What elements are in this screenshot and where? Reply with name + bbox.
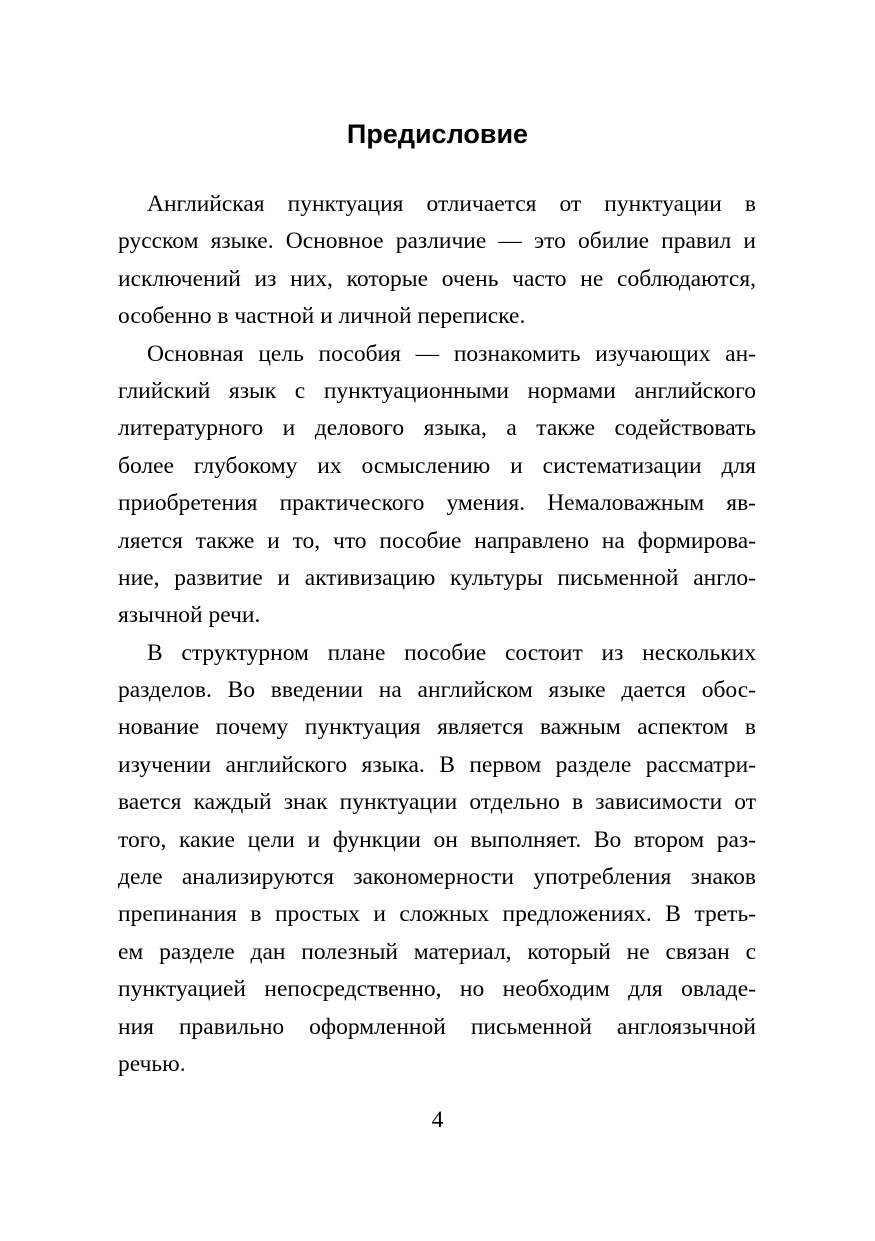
text-line: ния правильно оформленной письменной англоязычной — [118, 1013, 756, 1040]
paragraph-2 — [118, 336, 756, 635]
paragraph-1 — [118, 186, 756, 336]
text-line: того, какие цели и функции он выполняет. Во втором раз- — [118, 826, 756, 853]
text-line: более глубокому их осмыслению и систематизации для — [118, 452, 756, 479]
text-line: русском языке. Основное различие — это обилие правил и — [118, 228, 756, 255]
text-line: особенно в частной и личной переписке. — [118, 303, 526, 330]
text-line: деле анализируются закономерности употребления знаков — [118, 864, 756, 891]
body-text — [118, 186, 756, 1083]
paragraph-3 — [118, 635, 756, 1084]
text-line: ляется также и то, что пособие направлено на формирова- — [118, 527, 756, 554]
text-line: препинания в простых и сложных предложениях. В треть- — [118, 901, 756, 928]
text-line: Английская пунктуация отличается от пунктуации в — [147, 191, 756, 217]
text-line: речью. — [118, 1050, 186, 1077]
text-line: литературного и делового языка, а также содействовать — [118, 415, 756, 442]
text-line: изучении английского языка. В первом разделе рассматри- — [118, 751, 756, 778]
text-line: ем разделе дан полезный материал, который не связан с — [118, 938, 756, 965]
text-line: приобретения практического умения. Немаловажным яв- — [118, 490, 756, 517]
text-line: Основная цель пособия — познакомить изучающих ан- — [147, 340, 756, 367]
text-line: разделов. Во введении на английском языке дается обос- — [118, 677, 756, 704]
page-title: Предисловие — [346, 119, 529, 149]
text-line: В структурном плане пособие состоит из нескольких — [147, 639, 756, 666]
text-line: вается каждый знак пунктуации отдельно в зависимости от — [118, 789, 756, 816]
text-line: глийский язык с пунктуационными нормами английского — [118, 377, 756, 404]
text-line: ние, развитие и активизацию культуры письменной англо- — [118, 564, 756, 591]
text-line: нование почему пунктуация является важным аспектом в — [118, 714, 756, 741]
text-line: исключений из них, которые очень часто не соблюдаются, — [118, 265, 756, 292]
page-number: 4 — [431, 1107, 444, 1133]
text-line: пунктуацией непосредственно, но необходим для овладе- — [118, 976, 756, 1003]
text-line: язычной речи. — [118, 602, 261, 629]
